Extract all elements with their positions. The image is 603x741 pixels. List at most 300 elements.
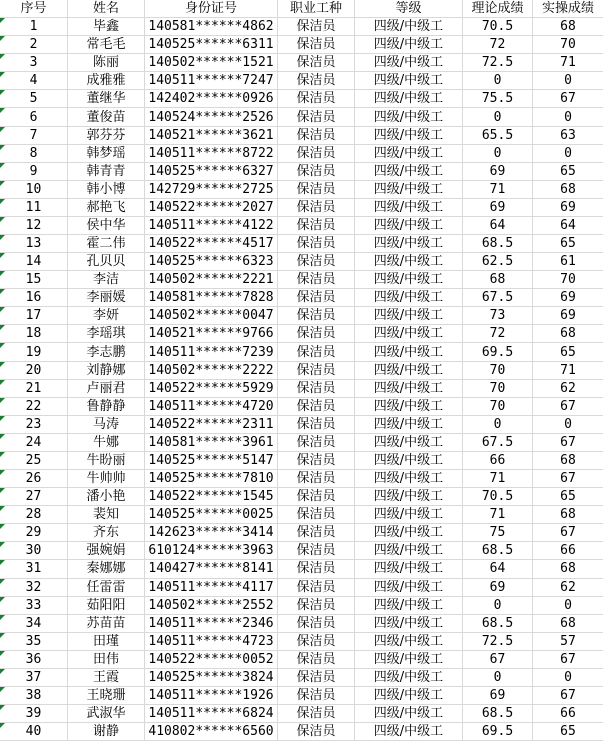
cell-id-number[interactable]: 140511******8722 <box>145 145 278 162</box>
header-occupation[interactable]: 职业工种 <box>278 0 355 17</box>
cell-serial[interactable] <box>0 651 68 668</box>
cell-theory-score[interactable]: 69.5 <box>463 723 533 740</box>
cell-theory-score[interactable]: 72 <box>463 36 533 53</box>
cell-id-number[interactable]: 140521******3621 <box>145 127 278 144</box>
cell-level[interactable]: 四级/中级工 <box>355 72 463 89</box>
cell-name[interactable]: 任雷雷 <box>68 579 145 596</box>
cell-practical-score[interactable]: 0 <box>564 145 572 161</box>
cell-theory-score[interactable]: 68.5 <box>463 615 533 632</box>
cell-name[interactable]: 李志鹏 <box>68 343 145 360</box>
cell-serial[interactable] <box>0 235 68 252</box>
cell-id-number[interactable]: 140581******3961 <box>145 434 278 451</box>
cell-occupation[interactable]: 保洁员 <box>278 488 355 505</box>
cell-level[interactable]: 四级/中级工 <box>355 542 463 559</box>
cell-practical-score[interactable]: 65 <box>560 724 576 740</box>
table-row <box>0 54 603 72</box>
cell-occupation[interactable]: 保洁员 <box>278 253 355 270</box>
cell-theory-score[interactable]: 66 <box>463 452 533 469</box>
cell-theory-score[interactable]: 0 <box>463 669 533 686</box>
cell-practical-score[interactable]: 65 <box>560 163 576 179</box>
cell-theory-score[interactable]: 62.5 <box>463 253 533 270</box>
cell-practical-score[interactable]: 0 <box>564 416 572 432</box>
cell-serial[interactable] <box>0 127 68 144</box>
cell-name[interactable]: 王霞 <box>68 669 145 686</box>
cell-theory-score[interactable]: 72.5 <box>463 633 533 650</box>
cell-name[interactable]: 苏苗苗 <box>68 615 145 632</box>
cell-id-number[interactable]: 140511******4720 <box>145 398 278 415</box>
cell-name[interactable]: 郝艳飞 <box>68 199 145 216</box>
cell-practical-score[interactable]: 63 <box>560 127 576 143</box>
cell-occupation[interactable]: 保洁员 <box>278 506 355 523</box>
cell-theory-score[interactable]: 69 <box>463 687 533 704</box>
cell-occupation[interactable]: 保洁员 <box>278 362 355 379</box>
cell-name[interactable]: 茹阳阳 <box>68 597 145 614</box>
cell-serial[interactable] <box>0 36 68 53</box>
cell-id-number[interactable]: 140522******0052 <box>145 651 278 668</box>
cell-practical-score[interactable]: 0 <box>564 109 572 125</box>
cell-occupation[interactable]: 保洁员 <box>278 470 355 487</box>
cell-occupation[interactable]: 保洁员 <box>278 325 355 342</box>
cell-level[interactable]: 四级/中级工 <box>355 362 463 379</box>
cell-practical-score[interactable]: 61 <box>560 254 576 270</box>
cell-id-number[interactable]: 140525******6323 <box>145 253 278 270</box>
cell-name[interactable]: 董俊苗 <box>68 108 145 125</box>
header-serial[interactable]: 序号 <box>0 0 68 17</box>
cell-theory-score[interactable]: 71 <box>463 181 533 198</box>
cell-level[interactable]: 四级/中级工 <box>355 651 463 668</box>
cell-serial[interactable] <box>0 18 68 35</box>
cell-theory-score[interactable]: 72 <box>463 325 533 342</box>
cell-id-number[interactable]: 140511******4117 <box>145 579 278 596</box>
cell-level[interactable]: 四级/中级工 <box>355 18 463 35</box>
cell-occupation[interactable]: 保洁员 <box>278 579 355 596</box>
cell-theory-score[interactable]: 67.5 <box>463 289 533 306</box>
cell-level[interactable]: 四级/中级工 <box>355 108 463 125</box>
cell-occupation[interactable]: 保洁员 <box>278 633 355 650</box>
cell-id-number[interactable]: 140581******4862 <box>145 18 278 35</box>
cell-name[interactable]: 强婉娟 <box>68 542 145 559</box>
cell-level[interactable]: 四级/中级工 <box>355 416 463 433</box>
cell-level[interactable]: 四级/中级工 <box>355 90 463 107</box>
cell-serial[interactable] <box>0 54 68 71</box>
cell-theory-score[interactable]: 70 <box>463 380 533 397</box>
cell-name[interactable]: 韩青青 <box>68 163 145 180</box>
cell-serial[interactable] <box>0 307 68 324</box>
cell-level[interactable]: 四级/中级工 <box>355 669 463 686</box>
cell-practical-score[interactable]: 0 <box>564 669 572 685</box>
cell-theory-score[interactable]: 67.5 <box>463 434 533 451</box>
cell-practical-score[interactable]: 67 <box>560 688 576 703</box>
cell-serial[interactable] <box>0 560 68 577</box>
cell-serial[interactable] <box>0 398 68 415</box>
cell-serial[interactable] <box>0 380 68 397</box>
cell-theory-score[interactable]: 68.5 <box>463 542 533 559</box>
cell-serial[interactable] <box>0 325 68 342</box>
green-triangle-icon <box>0 597 5 602</box>
cell-occupation[interactable]: 保洁员 <box>278 669 355 686</box>
cell-level[interactable]: 四级/中级工 <box>355 380 463 397</box>
cell-name[interactable]: 李丽媛 <box>68 289 145 306</box>
cell-id-number[interactable]: 140525******0025 <box>145 506 278 523</box>
cell-id-number[interactable]: 140521******9766 <box>145 325 278 342</box>
cell-practical-score[interactable]: 70 <box>560 37 576 53</box>
cell-practical-score[interactable]: 64 <box>560 217 576 233</box>
cell-serial[interactable] <box>0 452 68 469</box>
cell-serial[interactable] <box>0 615 68 632</box>
cell-occupation[interactable]: 保洁员 <box>278 434 355 451</box>
cell-name[interactable]: 韩梦瑶 <box>68 145 145 162</box>
cell-name[interactable]: 王晓珊 <box>68 687 145 704</box>
cell-level[interactable]: 四级/中级工 <box>355 506 463 523</box>
cell-id-number[interactable]: 142402******0926 <box>145 90 278 107</box>
cell-occupation[interactable]: 保洁员 <box>278 72 355 89</box>
cell-serial[interactable] <box>0 524 68 541</box>
table-row <box>0 560 603 578</box>
header-id-number[interactable]: 身份证号 <box>145 0 278 17</box>
cell-level[interactable]: 四级/中级工 <box>355 597 463 614</box>
cell-id-number[interactable]: 140511******4122 <box>145 217 278 234</box>
cell-name[interactable]: 潘小艳 <box>68 488 145 505</box>
cell-id-number[interactable]: 142623******3414 <box>145 524 278 541</box>
cell-id-number[interactable]: 140511******6824 <box>145 705 278 722</box>
cell-name[interactable]: 马涛 <box>68 416 145 433</box>
green-triangle-icon <box>0 36 5 41</box>
cell-occupation[interactable]: 保洁员 <box>278 542 355 559</box>
cell-name[interactable]: 霍二伟 <box>68 235 145 252</box>
cell-level[interactable]: 四级/中级工 <box>355 524 463 541</box>
cell-id-number[interactable]: 140581******7828 <box>145 289 278 306</box>
cell-theory-score[interactable]: 69 <box>463 163 533 180</box>
cell-occupation[interactable]: 保洁员 <box>278 615 355 632</box>
cell-practical-score[interactable]: 68 <box>560 452 576 468</box>
cell-practical-score[interactable]: 62 <box>560 380 576 396</box>
cell-theory-score[interactable]: 70.5 <box>463 18 533 35</box>
cell-id-number[interactable]: 610124******3963 <box>145 542 278 559</box>
cell-serial[interactable] <box>0 145 68 162</box>
cell-level[interactable]: 四级/中级工 <box>355 217 463 234</box>
cell-level[interactable]: 四级/中级工 <box>355 54 463 71</box>
cell-serial[interactable] <box>0 217 68 234</box>
cell-occupation[interactable]: 保洁员 <box>278 54 355 71</box>
cell-practical-score[interactable]: 68 <box>560 326 576 342</box>
cell-serial[interactable] <box>0 723 68 740</box>
cell-level[interactable]: 四级/中级工 <box>355 127 463 144</box>
cell-practical-score[interactable]: 65 <box>560 236 576 252</box>
header-theory-score[interactable]: 理论成绩 <box>463 0 533 17</box>
header-practical-score[interactable]: 实操成绩 <box>541 1 594 17</box>
cell-occupation[interactable]: 保洁员 <box>278 36 355 53</box>
table-row <box>0 90 603 108</box>
cell-id-number[interactable]: 140502******0047 <box>145 307 278 324</box>
cell-practical-score[interactable]: 68 <box>560 19 576 35</box>
cell-occupation[interactable]: 保洁员 <box>278 181 355 198</box>
cell-id-number[interactable]: 140524******2526 <box>145 108 278 125</box>
cell-theory-score[interactable]: 0 <box>463 72 533 89</box>
cell-id-number[interactable]: 140427******8141 <box>145 560 278 577</box>
cell-name[interactable]: 李妍 <box>68 307 145 324</box>
cell-theory-score[interactable]: 69.5 <box>463 343 533 360</box>
cell-name[interactable]: 郭芬芬 <box>68 127 145 144</box>
cell-name[interactable]: 李瑶琪 <box>68 325 145 342</box>
cell-name[interactable]: 陈丽 <box>68 54 145 71</box>
cell-name[interactable]: 秦娜娜 <box>68 560 145 577</box>
cell-occupation[interactable]: 保洁员 <box>278 524 355 541</box>
green-triangle-icon <box>0 579 5 584</box>
cell-theory-score[interactable]: 75 <box>463 524 533 541</box>
cell-name[interactable]: 齐东 <box>68 524 145 541</box>
cell-serial[interactable] <box>0 542 68 559</box>
cell-theory-score[interactable]: 0 <box>463 416 533 433</box>
cell-theory-score[interactable]: 65.5 <box>463 127 533 144</box>
cell-id-number[interactable]: 140511******4723 <box>145 633 278 650</box>
cell-theory-score[interactable]: 68 <box>463 271 533 288</box>
cell-serial[interactable] <box>0 470 68 487</box>
cell-id-number[interactable]: 140502******2221 <box>145 271 278 288</box>
cell-practical-score[interactable]: 65 <box>560 344 576 360</box>
serial-text: 15 <box>25 272 42 288</box>
cell-theory-score[interactable]: 64 <box>463 217 533 234</box>
cell-serial[interactable] <box>0 434 68 451</box>
cell-practical-score[interactable]: 66 <box>560 706 576 722</box>
cell-level[interactable]: 四级/中级工 <box>355 488 463 505</box>
cell-name[interactable]: 田瑾 <box>68 633 145 650</box>
cell-theory-score[interactable]: 71 <box>463 506 533 523</box>
cell-id-number[interactable]: 142729******2725 <box>145 181 278 198</box>
cell-occupation[interactable]: 保洁员 <box>278 687 355 704</box>
cell-occupation[interactable]: 保洁员 <box>278 163 355 180</box>
cell-level[interactable]: 四级/中级工 <box>355 307 463 324</box>
cell-occupation[interactable]: 保洁员 <box>278 145 355 162</box>
cell-level[interactable]: 四级/中级工 <box>355 470 463 487</box>
cell-id-number[interactable]: 140511******7247 <box>145 72 278 89</box>
cell-occupation[interactable]: 保洁员 <box>278 18 355 35</box>
cell-practical-score[interactable]: 69 <box>560 290 576 306</box>
header-name[interactable]: 姓名 <box>68 0 145 17</box>
cell-practical-score[interactable]: 67 <box>560 525 576 541</box>
cell-level[interactable]: 四级/中级工 <box>355 705 463 722</box>
cell-level[interactable]: 四级/中级工 <box>355 235 463 252</box>
cell-name[interactable]: 武淑华 <box>68 705 145 722</box>
cell-id-number[interactable]: 140525******6311 <box>145 36 278 53</box>
cell-theory-score[interactable]: 0 <box>463 145 533 162</box>
cell-serial[interactable] <box>0 72 68 89</box>
cell-theory-score[interactable]: 70.5 <box>463 488 533 505</box>
table-row <box>0 325 603 343</box>
cell-theory-score[interactable]: 72.5 <box>463 54 533 71</box>
cell-practical-score[interactable]: 67 <box>560 398 576 414</box>
cell-level[interactable]: 四级/中级工 <box>355 615 463 632</box>
cell-level[interactable]: 四级/中级工 <box>355 723 463 740</box>
cell-occupation[interactable]: 保洁员 <box>278 90 355 107</box>
cell-serial[interactable] <box>0 687 68 704</box>
cell-serial[interactable] <box>0 506 68 523</box>
cell-name[interactable]: 卢丽君 <box>68 380 145 397</box>
cell-level[interactable]: 四级/中级工 <box>355 687 463 704</box>
header-level[interactable]: 等级 <box>355 0 463 17</box>
cell-serial[interactable] <box>0 90 68 107</box>
cell-name[interactable]: 常毛毛 <box>68 36 145 53</box>
cell-occupation[interactable]: 保洁员 <box>278 560 355 577</box>
cell-theory-score[interactable]: 0 <box>463 108 533 125</box>
cell-occupation[interactable]: 保洁员 <box>278 723 355 740</box>
cell-theory-score[interactable]: 68.5 <box>463 235 533 252</box>
cell-serial[interactable] <box>0 633 68 650</box>
cell-level[interactable]: 四级/中级工 <box>355 343 463 360</box>
cell-id-number[interactable]: 140502******2552 <box>145 597 278 614</box>
green-triangle-icon <box>0 163 5 168</box>
cell-serial[interactable] <box>0 289 68 306</box>
cell-name[interactable]: 牛盼丽 <box>68 452 145 469</box>
cell-name[interactable]: 裴知 <box>68 506 145 523</box>
cell-theory-score[interactable]: 0 <box>463 597 533 614</box>
cell-occupation[interactable]: 保洁员 <box>278 597 355 614</box>
cell-occupation[interactable]: 保洁员 <box>278 217 355 234</box>
cell-occupation[interactable]: 保洁员 <box>278 380 355 397</box>
cell-id-number[interactable]: 140525******3824 <box>145 669 278 686</box>
cell-id-number[interactable]: 140511******2346 <box>145 615 278 632</box>
cell-occupation[interactable]: 保洁员 <box>278 452 355 469</box>
cell-theory-score[interactable]: 75.5 <box>463 90 533 107</box>
cell-occupation[interactable]: 保洁员 <box>278 271 355 288</box>
cell-theory-score[interactable]: 69 <box>463 199 533 216</box>
cell-level[interactable]: 四级/中级工 <box>355 434 463 451</box>
cell-id-number[interactable]: 140525******6327 <box>145 163 278 180</box>
cell-practical-score[interactable]: 0 <box>564 73 572 89</box>
cell-serial[interactable] <box>0 108 68 125</box>
cell-level[interactable]: 四级/中级工 <box>355 36 463 53</box>
cell-id-number[interactable]: 140502******1521 <box>145 54 278 71</box>
cell-occupation[interactable]: 保洁员 <box>278 235 355 252</box>
cell-level[interactable]: 四级/中级工 <box>355 199 463 216</box>
cell-serial[interactable] <box>0 271 68 288</box>
cell-occupation[interactable]: 保洁员 <box>278 289 355 306</box>
cell-level[interactable]: 四级/中级工 <box>355 289 463 306</box>
cell-theory-score[interactable]: 64 <box>463 560 533 577</box>
cell-serial[interactable] <box>0 488 68 505</box>
cell-level[interactable]: 四级/中级工 <box>355 145 463 162</box>
cell-practical-score[interactable]: 70 <box>560 272 576 288</box>
cell-theory-score[interactable]: 70 <box>463 362 533 379</box>
cell-name[interactable]: 毕鑫 <box>68 18 145 35</box>
cell-practical-score[interactable]: 68 <box>560 561 576 577</box>
cell-theory-score[interactable]: 70 <box>463 398 533 415</box>
cell-practical-score[interactable]: 67 <box>560 651 576 667</box>
cell-practical-score[interactable]: 69 <box>560 199 576 215</box>
cell-level[interactable]: 四级/中级工 <box>355 325 463 342</box>
cell-name[interactable]: 牛娜 <box>68 434 145 451</box>
cell-id-number[interactable]: 140522******2027 <box>145 199 278 216</box>
cell-practical-score[interactable]: 62 <box>560 579 576 595</box>
cell-id-number[interactable]: 140525******7810 <box>145 470 278 487</box>
cell-level[interactable]: 四级/中级工 <box>355 163 463 180</box>
cell-level[interactable]: 四级/中级工 <box>355 181 463 198</box>
cell-level[interactable]: 四级/中级工 <box>355 398 463 415</box>
cell-id-number[interactable]: 140522******5929 <box>145 380 278 397</box>
cell-theory-score[interactable]: 69 <box>463 579 533 596</box>
cell-name[interactable]: 孔贝贝 <box>68 253 145 270</box>
cell-occupation[interactable]: 保洁员 <box>278 343 355 360</box>
cell-serial[interactable] <box>0 416 68 433</box>
cell-name[interactable]: 韩小博 <box>68 181 145 198</box>
cell-serial[interactable] <box>0 181 68 198</box>
cell-practical-score[interactable]: 68 <box>560 181 576 197</box>
cell-practical-score[interactable]: 69 <box>560 308 576 324</box>
cell-serial[interactable] <box>0 253 68 270</box>
cell-level[interactable]: 四级/中级工 <box>355 633 463 650</box>
serial-text: 5 <box>29 91 38 107</box>
cell-practical-score[interactable]: 67 <box>560 434 576 450</box>
cell-id-number[interactable]: 410802******6560 <box>145 723 278 740</box>
cell-id-number[interactable]: 140511******7239 <box>145 343 278 360</box>
cell-occupation[interactable]: 保洁员 <box>278 651 355 668</box>
cell-practical-score[interactable]: 67 <box>560 91 576 107</box>
cell-practical-score[interactable]: 68 <box>560 507 576 523</box>
cell-level[interactable]: 四级/中级工 <box>355 560 463 577</box>
cell-theory-score[interactable]: 68.5 <box>463 705 533 722</box>
cell-practical-score[interactable]: 66 <box>560 543 576 559</box>
cell-level[interactable]: 四级/中级工 <box>355 452 463 469</box>
serial-text: 38 <box>25 688 42 703</box>
cell-practical-score[interactable]: 71 <box>560 362 576 378</box>
cell-id-number[interactable]: 140522******1545 <box>145 488 278 505</box>
cell-serial[interactable] <box>0 343 68 360</box>
cell-name[interactable]: 鲁静静 <box>68 398 145 415</box>
cell-serial[interactable] <box>0 362 68 379</box>
cell-serial[interactable] <box>0 597 68 614</box>
cell-occupation[interactable]: 保洁员 <box>278 127 355 144</box>
cell-occupation[interactable]: 保洁员 <box>278 416 355 433</box>
cell-theory-score[interactable]: 67 <box>463 651 533 668</box>
cell-name[interactable]: 田伟 <box>68 651 145 668</box>
cell-practical-score[interactable]: 57 <box>560 633 576 649</box>
cell-id-number[interactable]: 140502******2222 <box>145 362 278 379</box>
cell-serial[interactable] <box>0 669 68 686</box>
cell-id-number[interactable]: 140522******2311 <box>145 416 278 433</box>
cell-serial[interactable] <box>0 163 68 180</box>
cell-practical-score[interactable]: 71 <box>560 55 576 71</box>
cell-name[interactable]: 李洁 <box>68 271 145 288</box>
cell-id-number[interactable]: 140525******5147 <box>145 452 278 469</box>
cell-occupation[interactable]: 保洁员 <box>278 705 355 722</box>
cell-level[interactable]: 四级/中级工 <box>355 271 463 288</box>
cell-theory-score[interactable]: 73 <box>463 307 533 324</box>
cell-practical-score[interactable]: 68 <box>560 615 576 631</box>
cell-name[interactable]: 谢静 <box>68 723 145 740</box>
cell-name[interactable]: 成雅雅 <box>68 72 145 89</box>
cell-level[interactable]: 四级/中级工 <box>355 579 463 596</box>
cell-serial[interactable] <box>0 705 68 722</box>
cell-id-number[interactable]: 140522******4517 <box>145 235 278 252</box>
cell-name[interactable]: 刘静娜 <box>68 362 145 379</box>
cell-occupation[interactable]: 保洁员 <box>278 108 355 125</box>
cell-serial[interactable] <box>0 579 68 596</box>
cell-practical-score[interactable]: 67 <box>560 471 576 487</box>
cell-occupation[interactable]: 保洁员 <box>278 398 355 415</box>
cell-occupation[interactable]: 保洁员 <box>278 307 355 324</box>
table-row <box>0 235 603 253</box>
cell-occupation[interactable]: 保洁员 <box>278 199 355 216</box>
table-row <box>0 199 603 217</box>
cell-practical-score[interactable]: 0 <box>564 597 572 613</box>
cell-level[interactable]: 四级/中级工 <box>355 253 463 270</box>
cell-name[interactable]: 侯中华 <box>68 217 145 234</box>
cell-theory-score[interactable]: 71 <box>463 470 533 487</box>
cell-serial[interactable] <box>0 199 68 216</box>
cell-practical-score[interactable]: 65 <box>560 489 576 505</box>
cell-id-number[interactable]: 140511******1926 <box>145 687 278 704</box>
cell-name[interactable]: 牛帅帅 <box>68 470 145 487</box>
cell-name[interactable]: 董继华 <box>68 90 145 107</box>
